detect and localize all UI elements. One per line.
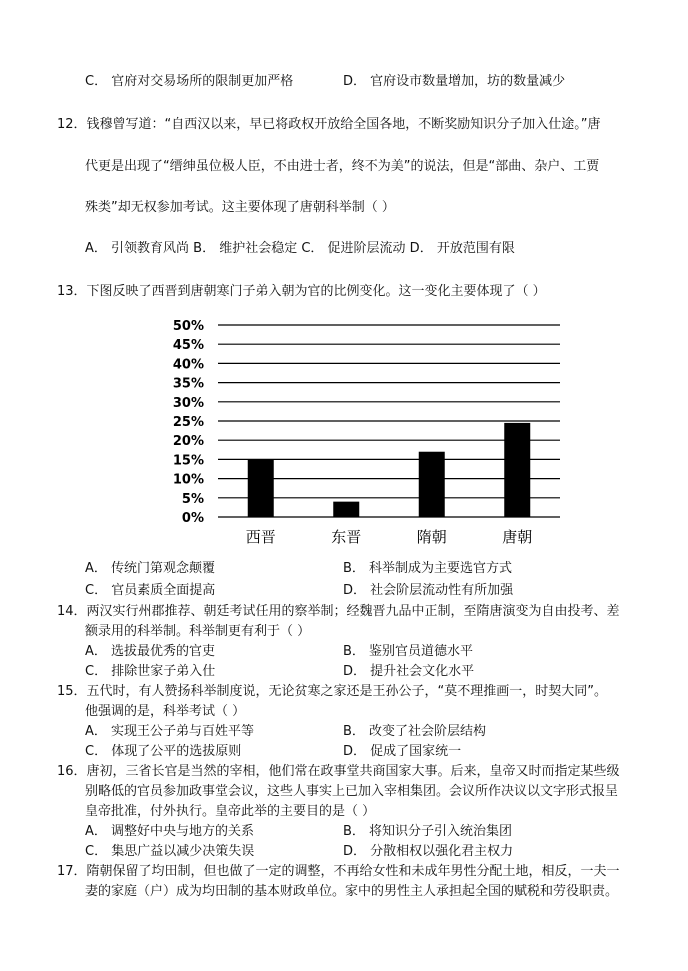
q11-option-d: D． 官府设市数量增加，坊的数量减少 [343,74,566,89]
q11-option-c: C． 官府对交易场所的限制更加严格 [85,74,294,89]
y-tick-label: 35% [172,376,204,392]
q17-stem-line2: 妻的家庭（户）成为均田制的基本财政单位。家中的男性主人承担起全国的赋税和劳役职责。 [85,884,619,899]
bar-3 [504,423,530,517]
q15-stem-line1: 15．五代时，有人赞扬科举制度说，无论贫寒之家还是王孙公子，“莫不理推画一，时契大同”。 [57,684,608,699]
x-category-label: 隋朝 [416,528,447,546]
q13-stem: 13．下图反映了西晋到唐朝寒门子弟入朝为官的比例变化。这一变化主要体现了（ ） [57,284,546,299]
bar-2 [419,452,445,517]
q16-stem-line1: 16．唐初，三省长官是当然的宰相，他们常在政事堂共商国家大事。后来，皇帝又时而指定某些级 [57,764,620,779]
x-category-label: 唐朝 [502,528,533,546]
q15-stem-line2: 他强调的是，科举考试（ ） [85,704,246,719]
q14-option-c: C． 排除世家子弟入仕 [85,664,216,679]
q16-stem-line2: 别略低的官员参加政事堂会议，这些人事实上已加入宰相集团。会议所作决议以文字形式报呈 [85,784,619,799]
q12-stem-line1: 12．钱穆曾写道：“自西汉以来，早已将政权开放给全国各地，不断奖励知识分子加入仕途。”唐 [57,117,601,132]
y-tick-label: 50% [172,319,204,334]
q14-stem-line1: 14．两汉实行州郡推荐、朝廷考试任用的察举制；经魏晋九品中正制，至隋唐演变为自由投考、差 [57,604,620,619]
bar-chart [170,312,570,552]
q14-stem-line2: 额录用的科举制。科举制更有利于（ ） [85,624,311,639]
q14-option-a: A． 选拔最优秀的官吏 [85,644,216,659]
q12-stem-line2: 代更是出现了“缙绅虽位极人臣，不由进士者，终不为美”的说法，但是“部曲、杂户、工贾 [85,159,600,174]
q13-option-d: D． 社会阶层流动性有所加强 [343,583,514,598]
y-tick-label: 20% [172,434,204,450]
y-tick-label: 5% [181,491,204,507]
q13-option-b: B． 科举制成为主要选官方式 [343,561,513,576]
y-tick-label: 0% [181,511,204,526]
q16-option-a: A． 调整好中央与地方的关系 [85,824,255,839]
q12-stem-line3: 殊类”却无权参加考试。这主要体现了唐朝科举制（ ） [85,200,395,215]
y-tick-label: 15% [172,453,204,469]
y-tick-label: 40% [172,357,204,373]
q17-stem-line1: 17．隋朝保留了均田制，但也做了一定的调整，不再给女性和未成年男性分配土地，相反，一夫一 [57,864,620,879]
bar-1 [333,502,359,517]
q15-option-a: A． 实现王公子弟与百姓平等 [85,724,255,739]
q16-option-b: B． 将知识分子引入统治集团 [343,824,513,839]
q16-option-d: D． 分散相权以强化君主权力 [343,844,514,859]
x-category-label: 东晋 [331,528,362,546]
x-category-label: 西晋 [245,528,276,546]
q16-option-c: C． 集思广益以减少决策失误 [85,844,255,859]
y-tick-label: 25% [172,415,204,430]
q15-option-d: D． 促成了国家统一 [343,744,462,759]
q15-option-b: B． 改变了社会阶层结构 [343,724,487,739]
q13-option-a: A． 传统门第观念颠覆 [85,561,216,576]
q12-options: A． 引领教育风尚 B． 维护社会稳定 C． 促进阶层流动 D． 开放范围有限 [85,241,515,256]
y-tick-label: 45% [172,338,204,354]
q15-option-c: C． 体现了公平的选拔原则 [85,744,242,759]
q13-option-c: C． 官员素质全面提高 [85,583,216,598]
bar-0 [248,459,274,517]
y-tick-label: 10% [172,472,204,488]
q14-option-d: D． 提升社会文化水平 [343,664,475,679]
q14-option-b: B． 鉴别官员道德水平 [343,644,474,659]
q16-stem-line3: 皇帝批准，付外执行。皇帝此举的主要目的是（ ） [85,804,376,819]
y-tick-label: 30% [172,395,204,411]
